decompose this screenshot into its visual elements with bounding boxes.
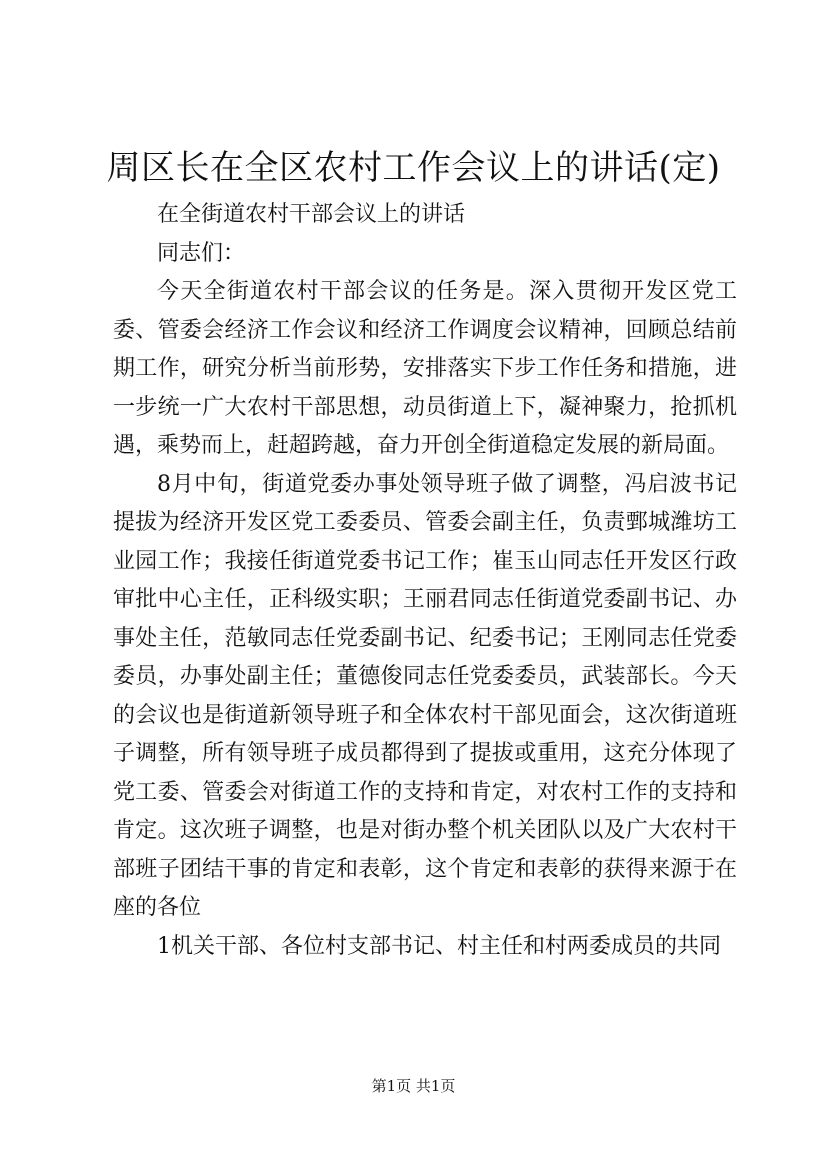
body-paragraph: 今天全街道农村干部会议的任务是。深入贯彻开发区党工委、管委会经济工作会议和经济工作调度会议精神，回顾总结前期工作，研究分析当前形势，安排落实下步工作任务和措施，进一步统一广大农村干部思想，动员街道上下，凝神聚力，抢抓机遇，乘势而上，赶超跨越，奋力开创全街道稳定发展的新局面。 [113, 279, 737, 458]
document-title: 周区长在全区农村工作会议上的讲话(定) [106, 148, 721, 188]
salutation-paragraph: 同志们： [157, 240, 246, 266]
document-body [113, 196, 737, 966]
subtitle-paragraph: 在全街道农村干部会议上的讲话 [157, 202, 466, 227]
body-paragraph: 8月中旬，街道党委办事处领导班子做了调整，冯启波书记提拔为经济开发区党工委委员、管委会副主任，负责鄄城潍坊工业园工作；我接任街道党委书记工作；崔玉山同志任开发区行政审批中心主任，正科级实职；王丽君同志任街道党委副书记、办事处主任，范敏同志任党委副书记、纪委书记；王刚同志任党委委员，办事处副主任；董德俊同志任党委委员，武装部长。今天的会议也是街道新领导班子和全体农村干部见面会，这次街道班子调整，所有领导班子成员都得到了提拔或重用，这充分体现了党工委、管委会对街道工作的支持和肯定，对农村工作的支持和肯定。这次班子调整，也是对街办整个机关团队以及广大农村干部班子团结干事的肯定和表彰，这个肯定和表彰的获得来源于在座的各位 [113, 471, 737, 920]
page-number-footer: 第1页 共1页 [371, 1077, 456, 1095]
body-paragraph: 1机关干部、各位村支部书记、村主任和村两委成员的共同 [157, 933, 721, 959]
